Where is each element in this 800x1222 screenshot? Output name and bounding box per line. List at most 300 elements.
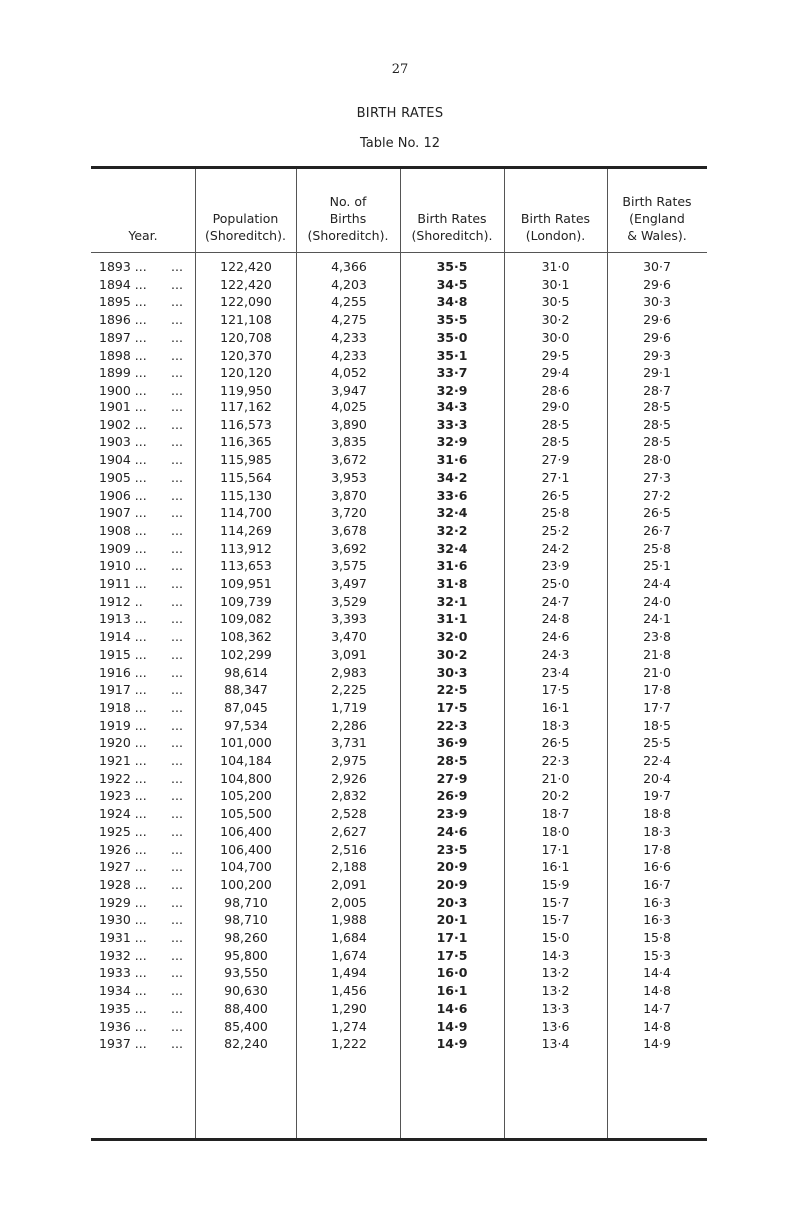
year-cell: 1934 ...: [99, 983, 147, 999]
rate-england-wales-cell: 14·7: [643, 1000, 671, 1016]
table-row: [91, 787, 707, 804]
rate-england-wales-cell: 14·8: [643, 983, 671, 999]
births-cell: 2,091: [331, 876, 367, 892]
births-cell: 3,947: [331, 382, 367, 398]
rate-england-wales-cell: 18·8: [643, 806, 671, 822]
leader-dots: ...: [171, 329, 183, 345]
header-rule: [91, 252, 707, 253]
table-row: [91, 664, 707, 681]
year-cell: 1900 ...: [99, 382, 147, 398]
rate-england-wales-cell: 14·4: [643, 965, 671, 981]
rate-england-wales-cell: 17·7: [643, 699, 671, 715]
table-row: [91, 329, 707, 346]
births-cell: 3,091: [331, 646, 367, 662]
year-cell: 1906 ...: [99, 487, 147, 503]
year-cell: 1930 ...: [99, 912, 147, 928]
rate-london-cell: 30·5: [541, 294, 570, 310]
rate-shoreditch-cell: 31·6: [436, 558, 468, 574]
leader-dots: ...: [171, 788, 183, 804]
table-row: [91, 610, 707, 627]
year-cell: 1910 ...: [99, 558, 147, 574]
rate-london-cell: 15·9: [541, 876, 570, 892]
rate-london-cell: 27·1: [541, 469, 570, 485]
table-row: [91, 858, 707, 875]
births-cell: 2,528: [331, 806, 367, 822]
leader-dots: ...: [171, 1018, 183, 1034]
rate-shoreditch-cell: 28·5: [436, 753, 468, 768]
rate-london-cell: 24·2: [541, 540, 570, 556]
table-row: [91, 876, 707, 893]
population-cell: 104,700: [220, 859, 272, 875]
rate-shoreditch-cell: 17·5: [436, 947, 468, 963]
rate-shoreditch-cell: 33·7: [436, 365, 468, 381]
rate-london-cell: 25·0: [541, 576, 570, 591]
rate-london-cell: 13·4: [541, 1036, 570, 1052]
table-row: [91, 894, 707, 911]
rate-shoreditch-cell: 32·9: [436, 382, 468, 398]
leader-dots: ...: [171, 276, 183, 292]
population-cell: 106,400: [220, 823, 272, 839]
rate-shoreditch-cell: 32·0: [436, 629, 468, 645]
table-row: [91, 964, 707, 981]
rate-shoreditch-cell: 20·3: [436, 894, 468, 910]
births-cell: 3,835: [331, 434, 367, 450]
rate-shoreditch-cell: 22·3: [436, 717, 468, 733]
population-cell: 115,985: [220, 452, 272, 468]
population-cell: 115,130: [220, 487, 272, 503]
population-cell: 88,347: [224, 682, 268, 698]
leader-dots: ...: [171, 717, 183, 733]
leader-dots: ...: [171, 399, 183, 414]
births-cell: 4,025: [331, 399, 367, 414]
population-cell: 121,108: [220, 312, 272, 328]
births-cell: 4,052: [331, 365, 367, 381]
rate-shoreditch-cell: 17·5: [436, 699, 468, 715]
table-row: [91, 382, 707, 399]
population-cell: 98,710: [224, 894, 268, 910]
rate-shoreditch-cell: 32·4: [436, 505, 468, 521]
table-row: [91, 911, 707, 928]
rate-shoreditch-cell: 17·1: [436, 930, 468, 945]
rate-england-wales-cell: 16·3: [643, 912, 671, 928]
year-cell: 1929 ...: [99, 894, 147, 910]
table-row: [91, 770, 707, 787]
table-row: [91, 311, 707, 328]
rate-shoreditch-cell: 23·9: [436, 806, 468, 822]
table-row: [91, 276, 707, 293]
table-row: [91, 398, 707, 415]
births-cell: 4,203: [331, 276, 367, 292]
table-row: [91, 717, 707, 734]
year-cell: 1931 ...: [99, 930, 147, 945]
year-cell: 1922 ...: [99, 770, 147, 786]
births-cell: 3,672: [331, 452, 367, 468]
rate-london-cell: 13·2: [541, 965, 570, 981]
year-cell: 1913 ...: [99, 611, 147, 627]
leader-dots: ...: [171, 593, 183, 609]
population-cell: 115,564: [220, 469, 272, 485]
header-rate-shoreditch: Birth Rates (Shoreditch).: [411, 211, 493, 243]
table-row: [91, 416, 707, 433]
births-cell: 3,953: [331, 469, 367, 485]
table-row: [91, 504, 707, 521]
leader-dots: ...: [171, 770, 183, 786]
rate-london-cell: 24·6: [541, 629, 570, 645]
table-row: [91, 347, 707, 364]
rate-shoreditch-cell: 34·3: [436, 399, 468, 414]
rate-england-wales-cell: 30·7: [643, 259, 671, 274]
rate-shoreditch-cell: 32·1: [436, 593, 468, 609]
rate-london-cell: 21·0: [541, 770, 570, 786]
population-cell: 114,269: [220, 522, 272, 538]
births-cell: 1,290: [331, 1000, 367, 1016]
leader-dots: ...: [171, 735, 183, 751]
rate-london-cell: 30·2: [541, 312, 570, 328]
births-cell: 1,684: [331, 930, 367, 945]
rate-shoreditch-cell: 31·8: [436, 576, 468, 591]
population-cell: 104,184: [220, 753, 272, 768]
leader-dots: ...: [171, 452, 183, 468]
leader-dots: ...: [171, 382, 183, 398]
year-cell: 1914 ...: [99, 629, 147, 645]
leader-dots: ...: [171, 947, 183, 963]
rate-london-cell: 30·0: [541, 329, 570, 345]
births-cell: 2,225: [331, 682, 367, 698]
births-cell: 2,832: [331, 788, 367, 804]
rate-england-wales-cell: 24·1: [643, 611, 671, 627]
births-cell: 1,494: [331, 965, 367, 981]
table-row: [91, 593, 707, 610]
rate-shoreditch-cell: 14·6: [436, 1000, 468, 1016]
year-cell: 1924 ...: [99, 806, 147, 822]
leader-dots: ...: [171, 859, 183, 875]
leader-dots: ...: [171, 505, 183, 521]
leader-dots: ...: [171, 983, 183, 999]
header-births: No. of Births (Shoreditch).: [307, 194, 389, 243]
year-cell: 1905 ...: [99, 469, 147, 485]
rate-england-wales-cell: 18·5: [643, 717, 671, 733]
table-row: [91, 734, 707, 751]
rate-shoreditch-cell: 34·2: [436, 469, 468, 485]
rate-shoreditch-cell: 26·9: [436, 788, 468, 804]
header-rate-london: Birth Rates (London).: [520, 211, 591, 243]
leader-dots: ...: [171, 841, 183, 857]
rate-london-cell: 25·8: [541, 505, 570, 521]
leader-dots: ...: [171, 664, 183, 680]
births-cell: 3,731: [331, 735, 367, 751]
births-cell: 2,516: [331, 841, 367, 857]
rate-shoreditch-cell: 32·4: [436, 540, 468, 556]
rate-england-wales-cell: 29·6: [643, 276, 671, 292]
rate-shoreditch-cell: 27·9: [436, 770, 468, 786]
table-row: [91, 841, 707, 858]
births-cell: 2,975: [331, 753, 367, 768]
rate-shoreditch-cell: 35·1: [436, 347, 468, 363]
rate-shoreditch-cell: 31·1: [436, 611, 468, 627]
leader-dots: ...: [171, 347, 183, 363]
table-row: [91, 522, 707, 539]
population-cell: 98,614: [224, 664, 268, 680]
table-row: [91, 540, 707, 557]
rate-england-wales-cell: 28·0: [643, 452, 671, 468]
rate-england-wales-cell: 29·1: [643, 365, 671, 381]
rate-shoreditch-cell: 24·6: [436, 823, 468, 839]
leader-dots: ...: [171, 699, 183, 715]
rate-london-cell: 26·5: [541, 487, 570, 503]
table-row: [91, 364, 707, 381]
year-cell: 1904 ...: [99, 452, 147, 468]
rate-london-cell: 24·8: [541, 611, 570, 627]
year-cell: 1920 ...: [99, 735, 147, 751]
births-cell: 3,678: [331, 522, 367, 538]
rate-england-wales-cell: 16·7: [643, 876, 671, 892]
births-cell: 2,926: [331, 770, 367, 786]
leader-dots: ...: [171, 682, 183, 698]
leader-dots: ...: [171, 487, 183, 503]
rate-england-wales-cell: 15·3: [643, 947, 671, 963]
leader-dots: ...: [171, 558, 183, 574]
table-row: [91, 557, 707, 574]
table-row: [91, 646, 707, 663]
year-cell: 1899 ...: [99, 365, 147, 381]
rate-shoreditch-cell: 33·6: [436, 487, 468, 503]
births-cell: 3,870: [331, 487, 367, 503]
births-cell: 2,005: [331, 894, 367, 910]
rate-england-wales-cell: 22·4: [643, 753, 671, 768]
population-cell: 101,000: [220, 735, 272, 751]
rate-england-wales-cell: 29·6: [643, 312, 671, 328]
rate-london-cell: 28·5: [541, 434, 570, 450]
rate-london-cell: 13·6: [541, 1018, 570, 1034]
rate-england-wales-cell: 25·5: [643, 735, 671, 751]
rate-london-cell: 15·7: [541, 894, 570, 910]
rate-london-cell: 25·2: [541, 522, 570, 538]
leader-dots: ...: [171, 522, 183, 538]
rate-england-wales-cell: 16·6: [643, 859, 671, 875]
year-cell: 1935 ...: [99, 1000, 147, 1016]
table-row: [91, 681, 707, 698]
year-cell: 1893 ...: [99, 259, 147, 274]
rate-england-wales-cell: 21·8: [643, 646, 671, 662]
births-cell: 3,470: [331, 629, 367, 645]
rate-england-wales-cell: 24·0: [643, 593, 671, 609]
leader-dots: ...: [171, 434, 183, 450]
table-row: [91, 982, 707, 999]
rate-england-wales-cell: 14·8: [643, 1018, 671, 1034]
leader-dots: ...: [171, 646, 183, 662]
population-cell: 119,950: [220, 382, 272, 398]
year-cell: 1925 ...: [99, 823, 147, 839]
rate-london-cell: 16·1: [541, 699, 570, 715]
year-cell: 1912 ..: [99, 593, 143, 609]
rate-shoreditch-cell: 34·5: [436, 276, 468, 292]
births-cell: 1,674: [331, 947, 367, 963]
rate-london-cell: 24·7: [541, 593, 570, 609]
births-cell: 2,286: [331, 717, 367, 733]
table-row: [91, 1000, 707, 1017]
page-number: 27: [391, 62, 409, 77]
year-cell: 1894 ...: [99, 276, 147, 292]
leader-dots: ...: [171, 753, 183, 768]
rate-london-cell: 20·2: [541, 788, 570, 804]
rate-england-wales-cell: 20·4: [643, 770, 671, 786]
leader-dots: ...: [171, 876, 183, 892]
year-cell: 1908 ...: [99, 522, 147, 538]
header-year: Year.: [128, 228, 158, 243]
births-cell: 3,720: [331, 505, 367, 521]
table-row: [91, 575, 707, 592]
leader-dots: ...: [171, 1000, 183, 1016]
table-row: [91, 1035, 707, 1052]
rate-england-wales-cell: 18·3: [643, 823, 671, 839]
rate-shoreditch-cell: 35·5: [436, 259, 468, 274]
leader-dots: ...: [171, 894, 183, 910]
rate-london-cell: 26·5: [541, 735, 570, 751]
rate-london-cell: 18·0: [541, 823, 570, 839]
rate-shoreditch-cell: 16·1: [436, 983, 468, 999]
rate-shoreditch-cell: 20·9: [436, 859, 468, 875]
rate-england-wales-cell: 28·5: [643, 399, 671, 414]
table-row: [91, 451, 707, 468]
leader-dots: ...: [171, 912, 183, 928]
births-cell: 3,575: [331, 558, 367, 574]
births-cell: 4,255: [331, 294, 367, 310]
rate-england-wales-cell: 27·3: [643, 469, 671, 485]
population-cell: 113,912: [220, 540, 272, 556]
population-cell: 100,200: [220, 876, 272, 892]
rate-london-cell: 17·1: [541, 841, 570, 857]
leader-dots: ...: [171, 576, 183, 591]
year-cell: 1936 ...: [99, 1018, 147, 1034]
population-cell: 105,500: [220, 806, 272, 822]
population-cell: 120,708: [220, 329, 272, 345]
table-row: [91, 947, 707, 964]
rate-london-cell: 27·9: [541, 452, 570, 468]
rate-london-cell: 29·0: [541, 399, 570, 414]
rate-london-cell: 24·3: [541, 646, 570, 662]
year-cell: 1896 ...: [99, 312, 147, 328]
rate-london-cell: 16·1: [541, 859, 570, 875]
leader-dots: ...: [171, 806, 183, 822]
population-cell: 82,240: [224, 1036, 268, 1052]
table-row: [91, 1018, 707, 1035]
table-caption: Table No. 12: [359, 136, 440, 151]
rate-london-cell: 18·3: [541, 717, 570, 733]
rate-london-cell: 13·3: [541, 1000, 570, 1016]
leader-dots: ...: [171, 930, 183, 945]
rate-shoreditch-cell: 20·1: [436, 912, 468, 928]
leader-dots: ...: [171, 294, 183, 310]
rate-shoreditch-cell: 30·3: [436, 664, 468, 680]
rate-england-wales-cell: 28·7: [643, 382, 671, 398]
births-cell: 3,529: [331, 593, 367, 609]
table-row: [91, 469, 707, 486]
year-cell: 1903 ...: [99, 434, 147, 450]
rate-england-wales-cell: 15·8: [643, 930, 671, 945]
rate-shoreditch-cell: 32·9: [436, 434, 468, 450]
year-cell: 1911 ...: [99, 576, 147, 591]
births-cell: 1,274: [331, 1018, 367, 1034]
population-cell: 98,260: [224, 930, 268, 945]
births-cell: 3,497: [331, 576, 367, 591]
year-cell: 1916 ...: [99, 664, 147, 680]
year-cell: 1933 ...: [99, 965, 147, 981]
population-cell: 105,200: [220, 788, 272, 804]
rate-england-wales-cell: 23·8: [643, 629, 671, 645]
rate-shoreditch-cell: 31·6: [436, 452, 468, 468]
rate-england-wales-cell: 29·3: [643, 347, 671, 363]
year-cell: 1919 ...: [99, 717, 147, 733]
rate-england-wales-cell: 24·4: [643, 576, 671, 591]
leader-dots: ...: [171, 469, 183, 485]
rate-england-wales-cell: 30·3: [643, 294, 671, 310]
rate-england-wales-cell: 17·8: [643, 841, 671, 857]
population-cell: 98,710: [224, 912, 268, 928]
year-cell: 1902 ...: [99, 416, 147, 432]
year-cell: 1927 ...: [99, 859, 147, 875]
population-cell: 116,573: [220, 416, 272, 432]
leader-dots: ...: [171, 611, 183, 627]
table-row: [91, 752, 707, 769]
rate-shoreditch-cell: 23·5: [436, 841, 468, 857]
rate-shoreditch-cell: 30·2: [436, 646, 468, 662]
rate-england-wales-cell: 17·8: [643, 682, 671, 698]
population-cell: 114,700: [220, 505, 272, 521]
births-cell: 4,366: [331, 259, 367, 274]
leader-dots: ...: [171, 365, 183, 381]
population-cell: 108,362: [220, 629, 272, 645]
year-cell: 1895 ...: [99, 294, 147, 310]
population-cell: 109,951: [220, 576, 272, 591]
year-cell: 1921 ...: [99, 753, 147, 768]
year-cell: 1928 ...: [99, 876, 147, 892]
year-cell: 1926 ...: [99, 841, 147, 857]
births-cell: 4,233: [331, 329, 367, 345]
year-cell: 1917 ...: [99, 682, 147, 698]
leader-dots: ...: [171, 416, 183, 432]
rate-london-cell: 31·0: [541, 259, 570, 274]
rate-shoreditch-cell: 16·0: [436, 965, 468, 981]
population-cell: 117,162: [220, 399, 272, 414]
year-cell: 1937 ...: [99, 1036, 147, 1052]
rate-london-cell: 30·1: [541, 276, 570, 292]
year-cell: 1898 ...: [99, 347, 147, 363]
births-cell: 1,222: [331, 1036, 367, 1052]
population-cell: 90,630: [224, 983, 268, 999]
rate-england-wales-cell: 26·7: [643, 522, 671, 538]
population-cell: 113,653: [220, 558, 272, 574]
rate-london-cell: 29·5: [541, 347, 570, 363]
leader-dots: ...: [171, 1036, 183, 1052]
rate-shoreditch-cell: 35·0: [436, 329, 468, 345]
rate-england-wales-cell: 26·5: [643, 505, 671, 521]
births-cell: 1,988: [331, 912, 367, 928]
rate-shoreditch-cell: 14·9: [436, 1018, 468, 1034]
rate-england-wales-cell: 21·0: [643, 664, 671, 680]
population-cell: 122,420: [220, 276, 272, 292]
rate-london-cell: 17·5: [541, 682, 570, 698]
year-cell: 1901 ...: [99, 399, 147, 414]
rate-shoreditch-cell: 14·9: [436, 1036, 468, 1052]
births-cell: 3,393: [331, 611, 367, 627]
rate-london-cell: 28·5: [541, 416, 570, 432]
rate-england-wales-cell: 27·2: [643, 487, 671, 503]
population-cell: 85,400: [224, 1018, 268, 1034]
leader-dots: ...: [171, 312, 183, 328]
rate-shoreditch-cell: 20·9: [436, 876, 468, 892]
table-row: [91, 433, 707, 450]
births-cell: 2,188: [331, 859, 367, 875]
